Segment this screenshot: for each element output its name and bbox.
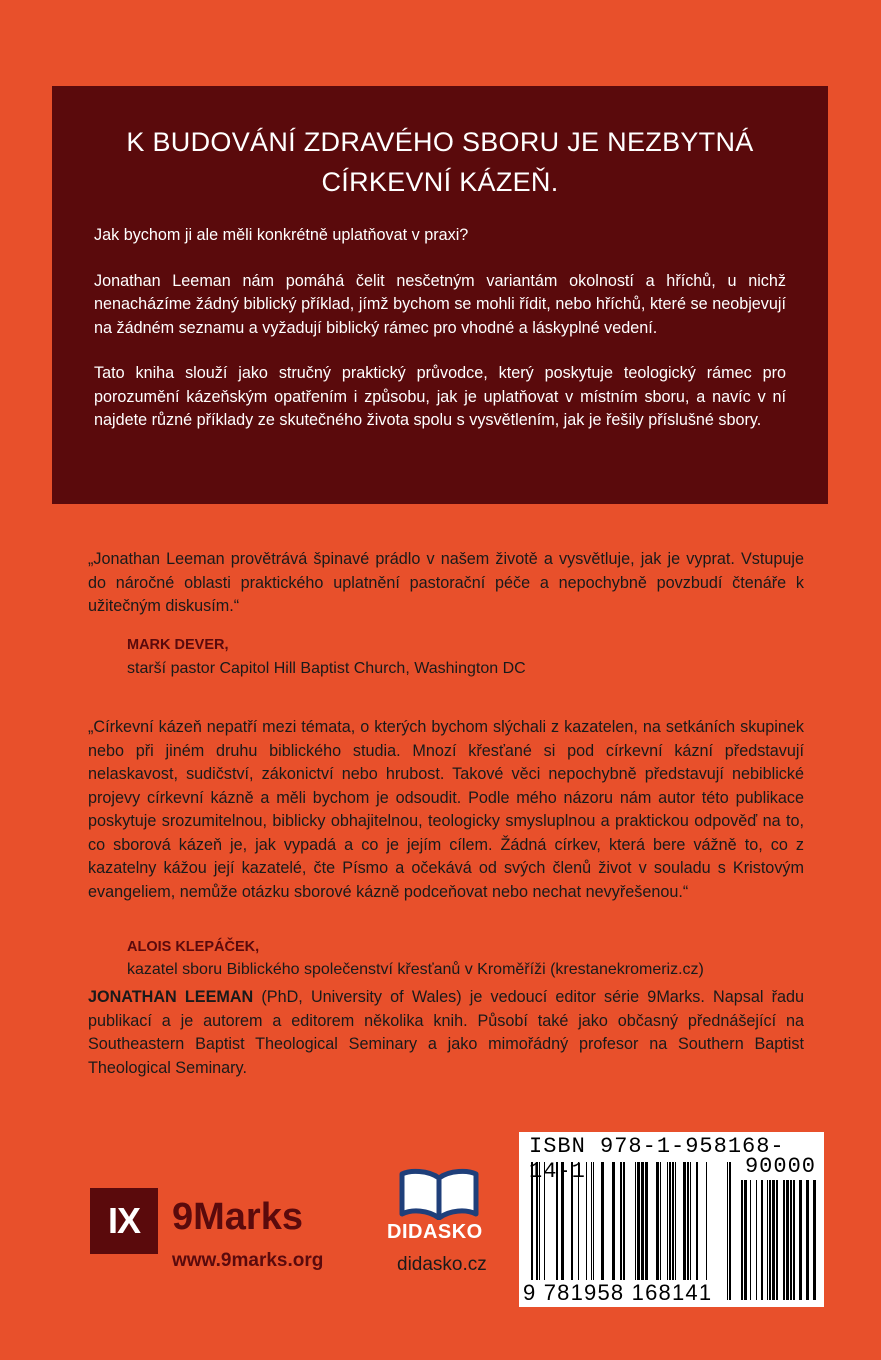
headline-line-2: CÍRKEVNÍ KÁZEŇ. xyxy=(321,167,559,197)
author-bio xyxy=(88,986,804,1080)
author-bio-text: (PhD, University of Wales) je vedoucí editor série 9Marks. Napsal řadu publikací a je autorem a editorem několika knih. Působí také jako občasný přednášející na Southeastern Baptist Theological Seminary a jako mimořádný profesor na Southern Baptist Theological Seminary. xyxy=(88,988,804,1077)
endorser-name-2: ALOIS KLEPÁČEK, xyxy=(127,939,260,955)
description-box xyxy=(52,86,828,504)
author-name: JONATHAN LEEMAN xyxy=(88,988,254,1006)
endorsement-quote-2: „Církevní kázeň nepatří mezi témata, o kterých bychom slýchali z kazatelen, na setkáních skupinek nebo při jiném druhu biblického studia. Mnozí křesťané si pod církevní kázní představují nelaskavost, sudičství, zákonictví nebo hrubost. Takové věci nepochybně představují nebiblické projevy církevní kázně a měli bychom je odsoudit. Podle mého názoru nám autor této publikace poskytuje srozumitelnou, biblicky obhajitelnou, teologicky smysluplnou a praktickou odpověď na to, co sborová kázeň je, jak vypadá a co je jejím cílem. Žádná církev, která bere vážně to, co z kazatelny kážou její kazatelé, čte Písmo a očekává od svých členů život v souladu s Kristovým evangeliem, nemůže otázku sborové kázně podceňovat nebo nechat nevyřešenou.“ xyxy=(88,718,804,901)
barcode-digits: 9 781958 168141 xyxy=(523,1280,713,1305)
9marks-logo-mark: IX xyxy=(90,1188,158,1254)
open-book-icon xyxy=(398,1168,480,1220)
barcode-bar xyxy=(744,1180,747,1300)
barcode-bar xyxy=(786,1180,789,1300)
barcode-bar xyxy=(741,1180,743,1300)
barcode-bar xyxy=(793,1180,795,1300)
barcode-bar xyxy=(761,1180,763,1300)
9marks-url: www.9marks.org xyxy=(172,1250,324,1271)
didasko-logo-name: DIDASKO xyxy=(387,1221,483,1243)
barcode-bar xyxy=(769,1180,771,1300)
isbn-barcode xyxy=(519,1132,824,1307)
headline xyxy=(94,122,786,202)
didasko-url: didasko.cz xyxy=(397,1254,487,1275)
endorsement-quote-1: „Jonathan Leeman provětrává špinavé prádlo v našem životě a vysvětluje, jak je vyprat. Vstupuje do náročné oblasti praktického uplatnění pastorační péče a nepochybně povzbudí čtenáře k užitečným diskusím.“ xyxy=(88,550,804,615)
barcode-bar xyxy=(772,1180,775,1300)
endorser-role-1: starší pastor Capitol Hill Baptist Church, Washington DC xyxy=(127,660,526,677)
description-paragraph-1: Jonathan Leeman nám pomáhá čelit nesčetným variantám okolností a hříchů, u nichž nenacházíme žádný biblický příklad, jímž bychom se mohli řídit, nebo hříchů, které se neobjevují na žádném seznamu a vyžadují biblický rámec pro vhodné a láskyplné vedení. xyxy=(94,271,786,337)
price-addon-label: 90000 xyxy=(744,1154,816,1179)
barcode-bar xyxy=(813,1180,816,1300)
description-question: Jak bychom ji ale měli konkrétně uplatňovat v praxi? xyxy=(94,226,469,244)
barcode-bar xyxy=(750,1180,751,1300)
endorser-name-1: MARK DEVER, xyxy=(127,637,229,653)
barcode-bar xyxy=(783,1180,785,1300)
endorser-role-2: kazatel sboru Biblického společenství křesťanů v Kroměříži (krestanekromeriz.cz) xyxy=(127,961,704,978)
barcode-bar xyxy=(790,1180,792,1300)
barcode-bar xyxy=(806,1180,809,1300)
9marks-logo-name: 9Marks xyxy=(172,1196,303,1238)
headline-line-1: K BUDOVÁNÍ ZDRAVÉHO SBORU JE NEZBYTNÁ xyxy=(126,127,754,157)
barcode-bar xyxy=(756,1180,757,1300)
barcode-bar xyxy=(799,1180,802,1300)
barcode-bar xyxy=(776,1180,778,1300)
barcode-bar xyxy=(767,1180,768,1300)
description-paragraph-2: Tato kniha slouží jako stručný praktický průvodce, který poskytuje teologický rámec pro porozumění kázeňským opatřením i způsobu, jak je uplatňovat v místním sboru, a navíc v ní najdete různé příklady ze skutečného života spolu s vysvětlením, jak je řešily příslušné sbory. xyxy=(94,364,786,429)
isbn-label: ISBN 978-1-958168-14-1 xyxy=(529,1134,785,1184)
